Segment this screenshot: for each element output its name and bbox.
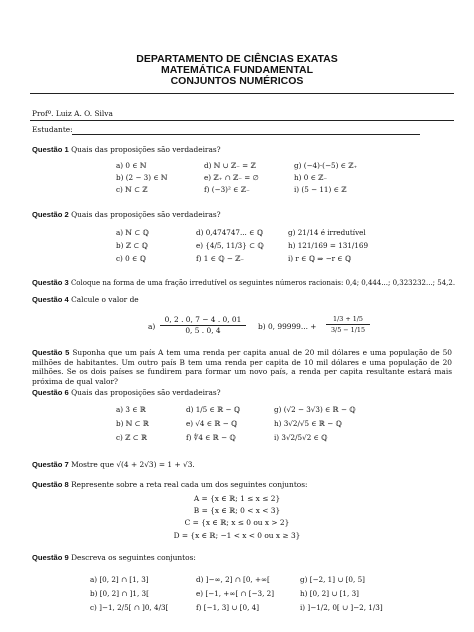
q9-item-g: g) [−2, 1] ∪ [0, 5] bbox=[300, 575, 365, 584]
q9-item-h: h) [0, 2] ∪ [1, 3] bbox=[300, 589, 359, 598]
question-4 bbox=[32, 295, 452, 305]
q2-item-b: b) ℤ ⊂ ℚ bbox=[116, 241, 148, 250]
question-1-label: Questão 1 bbox=[32, 145, 69, 154]
student-name-line[interactable] bbox=[72, 134, 420, 135]
q6-item-d: d) 1/5 ∈ ℝ − ℚ bbox=[186, 405, 240, 414]
question-9-label: Questão 9 bbox=[32, 553, 69, 562]
professor-name: Profº. Luiz A. O. Silva bbox=[32, 109, 113, 118]
question-8-text: Represente sobre a reta real cada um dos seguintes conjuntos: bbox=[71, 480, 308, 489]
question-7-text: Mostre que √(4 + 2√3) = 1 + √3. bbox=[71, 460, 195, 469]
question-8-label: Questão 8 bbox=[32, 480, 69, 489]
question-2 bbox=[32, 210, 452, 220]
q6-item-i: i) 3√2/5√2 ∈ ℚ bbox=[274, 433, 328, 442]
q2-item-h: h) 121/169 = 131/169 bbox=[288, 241, 369, 250]
set-a: A = {x ∈ ℝ; 1 ≤ x ≤ 2} bbox=[193, 494, 281, 503]
q4-b-denominator: 3/5 − 1/15 bbox=[330, 326, 366, 334]
question-7 bbox=[32, 460, 452, 470]
professor-rule bbox=[30, 120, 454, 121]
question-5 bbox=[32, 348, 452, 386]
q1-item-g: g) (−4)·(−5) ∈ ℤ₊ bbox=[294, 161, 358, 170]
q9-item-a: a) [0, 2] ∩ [1, 3] bbox=[90, 575, 149, 584]
q9-item-d: d) ]−∞, 2] ∩ [0, +∞[ bbox=[196, 575, 270, 584]
q6-item-g: g) (√2 − 3√3) ∈ ℝ − ℚ bbox=[274, 405, 356, 414]
question-5-text: Suponha que um país A tem uma renda per capita anual de 20 mil dólares e uma população de 50 milhões de habitantes. Um outro país B tem uma renda per capita de 10 mil dólares e uma população de 20 milhões. Se os dois países se fundirem para formar um novo país, a renda per capita resultante estará mais próxima de qual valor? bbox=[32, 348, 453, 386]
q1-item-b: b) (2 − 3) ∈ ℕ bbox=[116, 173, 168, 182]
q6-item-c: c) ℤ ⊂ ℝ bbox=[116, 433, 147, 442]
q6-item-b: b) ℕ ⊂ ℝ bbox=[116, 419, 149, 428]
question-9-text: Descreva os seguintes conjuntos: bbox=[71, 553, 196, 562]
question-5-label: Questão 5 bbox=[32, 348, 70, 357]
question-3-text: Coloque na forma de uma fração irredutível os seguintes números racionais: 0,4; 0,444...; 0,323232...; 54,2. bbox=[70, 279, 456, 287]
header-rule bbox=[30, 93, 454, 94]
course-title: MATEMÁTICA FUNDAMENTAL bbox=[160, 64, 314, 76]
q1-item-c: c) ℕ ⊂ ℤ bbox=[116, 185, 148, 194]
question-2-label: Questão 2 bbox=[32, 210, 69, 219]
q4-a-label: a) bbox=[148, 322, 156, 331]
q1-item-d: d) ℕ ∪ ℤ₋ = ℤ bbox=[204, 161, 256, 170]
q2-item-i: i) r ∈ ℚ ⇒ −r ∈ ℚ bbox=[288, 254, 352, 263]
q6-item-e: e) √4 ∈ ℝ − ℚ bbox=[186, 419, 238, 428]
q4-a-numerator: 0, 2 . 0, 7 − 4 . 0, 01 bbox=[160, 315, 246, 326]
q2-item-g: g) 21/14 é irredutível bbox=[288, 228, 366, 237]
q4-a-denominator: 0, 5 . 0, 4 bbox=[185, 326, 221, 335]
q9-item-i: i) ]−1/2, 0[ ∪ ]−2, 1/3] bbox=[300, 603, 383, 612]
question-3-label: Questão 3 bbox=[32, 278, 69, 287]
q4-b-label: b) 0, 99999... + bbox=[258, 322, 317, 331]
question-4-text: Calcule o valor de bbox=[71, 295, 139, 304]
question-6-label: Questão 6 bbox=[32, 388, 69, 397]
q9-item-f: f) [−1, 3] ∪ [0, 4] bbox=[196, 603, 260, 612]
q1-item-e: e) ℤ₊ ∩ ℤ₋ = ∅ bbox=[204, 173, 259, 182]
question-1 bbox=[32, 145, 452, 155]
q1-item-f: f) (−3)² ∈ ℤ₋ bbox=[204, 185, 250, 194]
question-3 bbox=[32, 278, 456, 289]
q1-item-h: h) 0 ∈ ℤ₋ bbox=[294, 173, 328, 182]
set-b: B = {x ∈ ℝ; 0 < x < 3} bbox=[193, 506, 281, 515]
q6-item-h: h) 3√2/√5 ∈ ℝ − ℚ bbox=[274, 419, 342, 428]
q1-item-a: a) 0 ∈ ℕ bbox=[116, 161, 147, 170]
q9-item-e: e) [−1, +∞[ ∩ [−3, 2] bbox=[196, 589, 275, 598]
question-2-text: Quais das proposições são verdadeiras? bbox=[71, 210, 221, 219]
set-c: C = {x ∈ ℝ; x ≤ 0 ou x > 2} bbox=[184, 518, 290, 527]
question-4-label: Questão 4 bbox=[32, 295, 69, 304]
q6-item-f: f) ∜4 ∈ ℝ − ℚ bbox=[186, 433, 236, 442]
q2-item-f: f) 1 ∈ ℚ − ℤ₋ bbox=[196, 254, 245, 263]
student-label: Estudante: bbox=[32, 125, 73, 134]
question-1-text: Quais das proposições são verdadeiras? bbox=[71, 145, 221, 154]
question-8 bbox=[32, 480, 452, 490]
question-6-text: Quais das proposições são verdadeiras? bbox=[71, 388, 221, 397]
q1-item-i: i) (5 − 11) ∈ ℤ bbox=[294, 185, 347, 194]
q2-item-c: c) 0 ∈ ℚ bbox=[116, 254, 146, 263]
question-6 bbox=[32, 388, 452, 398]
department-title: DEPARTAMENTO DE CIÊNCIAS EXATAS bbox=[136, 53, 338, 65]
q9-item-b: b) [0, 2] ∩ ]1, 3[ bbox=[90, 589, 149, 598]
q2-item-a: a) ℕ ⊂ ℚ bbox=[116, 228, 149, 237]
topic-title: CONJUNTOS NUMÉRICOS bbox=[170, 75, 304, 87]
q9-item-c: c) ]−1, 2/5[ ∩ ]0, 4/3[ bbox=[90, 603, 169, 612]
q2-item-e: e) {4/5, 11/3} ⊂ ℚ bbox=[196, 241, 264, 250]
question-9 bbox=[32, 553, 452, 563]
q2-item-d: d) 0,474747... ∈ ℚ bbox=[196, 228, 263, 237]
q6-item-a: a) 3 ∈ ℝ bbox=[116, 405, 146, 414]
question-7-label: Questão 7 bbox=[32, 460, 69, 469]
set-d: D = {x ∈ ℝ; −1 < x < 0 ou x ≥ 3} bbox=[173, 531, 301, 540]
q4-b-numerator: 1/3 + 1/5 bbox=[326, 315, 370, 325]
